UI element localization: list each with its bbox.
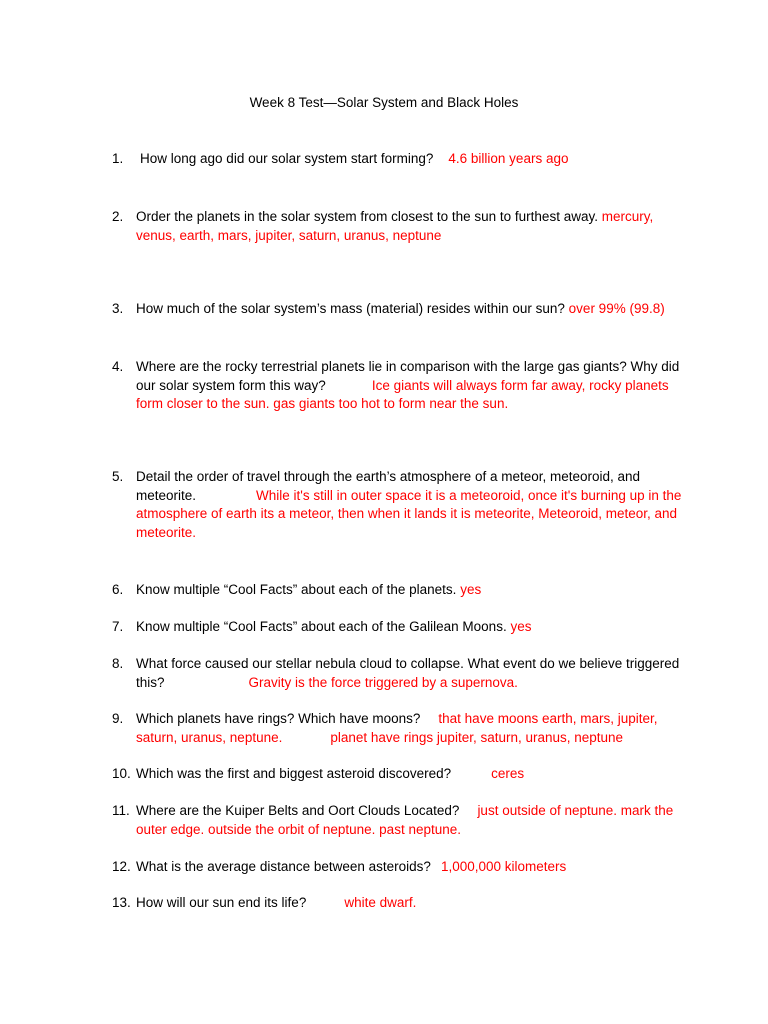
question-number: 11. xyxy=(112,803,130,818)
question-number: 2. xyxy=(112,209,124,224)
question-text: Order the planets in the solar system from closest to the sun to furthest away. xyxy=(136,209,598,224)
question-item xyxy=(112,802,682,839)
question-item xyxy=(112,618,682,637)
question-item xyxy=(112,300,682,319)
question-number: 6. xyxy=(112,582,124,597)
question-item xyxy=(112,858,682,877)
question-number: 7. xyxy=(112,619,124,634)
question-text: What force caused our stellar nebula cloud to collapse. What event do we believe triggered this? xyxy=(136,656,680,690)
question-text: How much of the solar system’s mass (material) resides within our sun? xyxy=(136,301,565,316)
question-number: 10. xyxy=(112,766,131,781)
question-item xyxy=(112,208,682,245)
question-number: 5. xyxy=(112,469,124,484)
question-text: Detail the order of travel through the earth’s atmosphere of a meteor, meteoroid, and meteorite. xyxy=(136,469,641,503)
answer-text: ceres xyxy=(491,766,525,781)
answer-text: Gravity is the force triggered by a supernova. xyxy=(248,674,518,690)
question-item xyxy=(112,765,682,784)
question-text: Where are the rocky terrestrial planets lie in comparison with the large gas giants? Why did our solar system form this way? xyxy=(136,359,680,393)
question-item xyxy=(112,581,682,600)
document-title: Week 8 Test—Solar System and Black Holes xyxy=(249,95,519,110)
question-item xyxy=(112,358,682,414)
question-text: How long ago did our solar system start forming? xyxy=(140,151,434,166)
question-item xyxy=(112,710,682,747)
question-text: Know multiple “Cool Facts” about each of the planets. xyxy=(136,582,457,597)
question-text: What is the average distance between asteroids? xyxy=(136,859,431,874)
question-number: 12. xyxy=(112,859,131,874)
question-text: How will our sun end its life? xyxy=(136,895,307,910)
question-item xyxy=(112,894,682,913)
question-number: 13. xyxy=(112,895,131,910)
question-item xyxy=(112,655,682,692)
answer-text: yes xyxy=(460,582,482,597)
answer-text: yes xyxy=(510,619,532,634)
answer-text: mercury, venus, earth, mars, jupiter, saturn, uranus, neptune xyxy=(136,209,654,243)
question-number: 3. xyxy=(112,301,124,316)
question-number: 1. xyxy=(112,151,124,166)
answer-text: over 99% (99.8) xyxy=(568,301,665,316)
question-text: Know multiple “Cool Facts” about each of the Galilean Moons. xyxy=(136,619,507,634)
question-number: 9. xyxy=(112,711,124,726)
answer-text: 4.6 billion years ago xyxy=(448,151,569,166)
question-number: 4. xyxy=(112,359,124,374)
question-text: Which planets have rings? Which have moons? xyxy=(136,711,421,726)
answer-text: just outside of neptune. mark the outer edge. outside the orbit of neptune. past neptune. xyxy=(136,803,674,837)
question-item xyxy=(112,150,682,169)
question-text: Which was the first and biggest asteroid discovered? xyxy=(136,766,452,781)
question-text: Where are the Kuiper Belts and Oort Clouds Located? xyxy=(136,803,460,818)
question-item xyxy=(112,468,682,542)
answer-text: Ice giants will always form far away, rocky planets form closer to the sun. gas giants too hot to form near the sun. xyxy=(136,377,669,411)
answer-text: white dwarf. xyxy=(344,895,417,910)
answer-text-rings: planet have rings jupiter, saturn, uranus, neptune xyxy=(330,729,624,745)
answer-text: 1,000,000 kilometers xyxy=(440,859,567,874)
answer-text: While it's still in outer space it is a meteoroid, once it's burning up in the atmosphere of earth its a meteor, then when it lands it is meteorite, Meteoroid, meteor, and meteorite. xyxy=(136,487,682,540)
question-number: 8. xyxy=(112,656,124,671)
answer-text: that have moons earth, mars, jupiter, saturn, uranus, neptune. xyxy=(136,711,658,745)
